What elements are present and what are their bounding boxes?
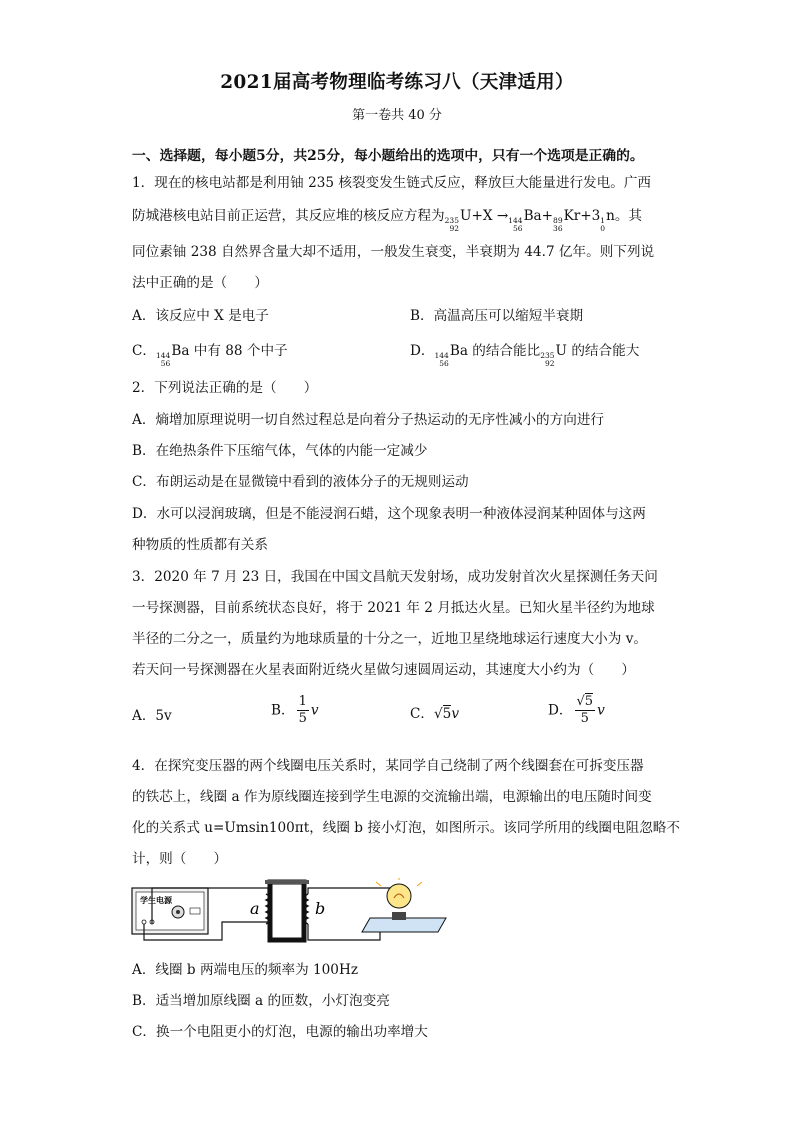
q3-option-b-prefix: B． [271,702,295,719]
q3-option-c-value: √5v [434,706,460,722]
q3-option-b-fraction: $\frac{1}{5}$ [298,694,307,726]
q3-line3: 半径的二分之一，质量约为地球质量的十分之一，近地卫星绕地球运行速度大小为 v。 [132,631,647,647]
page-title: 2021届高考物理临考练习八（天津适用） [220,72,574,93]
q1-line2 [132,206,642,233]
q1-option-d-end: U 的结合能大 [555,343,640,359]
q2-option-a[interactable]: A．熵增加原理说明一切自然过程总是向着分子热运动的无序性减小的方向进行 [132,412,605,428]
circuit-diagram [130,878,452,944]
terminal-icon [142,920,146,924]
q1-option-c-prefix: C． [132,343,156,359]
q1-reaction-equation: 235 92 U+X → 144 56 Ba+ 89 36 Kr+3 1 0 n [444,208,615,233]
transformer-circuit-figure [130,878,452,944]
q4-line3: 化的关系式 u=Umsin100πt，线圈 b 接小灯泡，如图所示。该同学所用的线圈电阻忽略不 [132,820,680,836]
q1-line1: 1．现在的核电站都是利用铀 235 核裂变发生链式反应，释放巨大能量进行发电。广西 [132,175,652,191]
q3-option-a[interactable] [132,706,172,726]
q2-option-c[interactable]: C．布朗运动是在显微镜中看到的液体分子的无规则运动 [132,474,469,490]
q3-line4: 若天问一号探测器在火星表面附近绕火星做匀速圆周运动，其速度大小约为（ ） [132,662,635,678]
q1-line3: 同位素铀 238 自然界含量大却不适用，一般发生衰变，半衰期为 44.7 亿年。则下列说 [132,244,655,260]
light-bulb-icon [387,884,411,908]
q4-option-a[interactable]: A．线圈 b 两端电压的频率为 100Hz [132,962,358,978]
q4-option-b[interactable]: B．适当增加原线圈 a 的匝数，小灯泡变亮 [132,993,390,1009]
q1-line2-text: 防城港核电站目前正运营，其反应堆的核反应方程为 [132,208,445,224]
q1-option-d-mid: Ba 的结合能比 [449,343,541,359]
power-supply-label: 学生电源 [140,896,172,905]
q1-option-b[interactable]: B．高温高压可以缩短半衰期 [410,308,584,324]
q1-option-d[interactable]: D． 144 56 Ba 的结合能比 235 92 U 的结合能大 [410,343,640,368]
lamp-base [362,918,446,932]
page-subtitle: 第一卷共 40 分 [352,108,442,123]
q4-line1: 4．在探究变压器的两个线圈电压关系时，某同学自己绕制了两个线圈套在可拆变压器 [132,758,644,774]
q1-option-c-text: Ba 中有 88 个中子 [171,343,288,359]
iron-core [270,882,304,940]
lamp-socket [392,912,406,920]
q3-option-d[interactable]: D． $\frac{√5}{5}$ v [548,694,605,726]
q4-option-c[interactable]: C．换一个电阻更小的灯泡，电源的输出功率增大 [132,1024,428,1040]
q3-option-d-prefix: D． [548,702,573,719]
q2-option-d-line1[interactable]: D．水可以浸润玻璃，但是不能浸润石蜡，这个现象表明一种液体浸润某种固体与这两 [132,506,646,522]
q1-option-a[interactable]: A．该反应中 X 是电子 [132,308,269,324]
q2-stem: 2．下列说法正确的是（ ） [132,380,318,396]
q3-option-a-text: A．5v [132,708,172,724]
q1-option-d-prefix: D． [410,343,435,359]
q3-option-c-prefix: C． [410,706,434,722]
coil-a-label: a [250,899,260,918]
q4-line4: 计，则（ ） [132,851,228,867]
coil-b-label: b [315,899,326,918]
q3-option-b[interactable]: B． $\frac{1}{5}$ v [271,694,319,726]
q3-line1: 3．2020 年 7 月 23 日，我国在中国文昌航天发射场，成功发射首次火星探测任务天问 [132,569,658,585]
q2-option-d-line2: 种物质的性质都有关系 [132,537,268,553]
q3-line2: 一号探测器，目前系统状态良好，将于 2021 年 2 月抵达火星。已知火星半径约为地球 [132,600,655,616]
q4-line2: 的铁芯上，线圈 a 作为原线圈连接到学生电源的交流输出端，电源输出的电压随时间变 [132,789,652,805]
section-heading: 一、选择题，每小题5分，共25分，每小题给出的选项中，只有一个选项是正确的。 [132,148,644,164]
q3-option-d-fraction: $\frac{√5}{5}$ [576,694,594,726]
q1-line2-end: 。其 [614,208,643,224]
q1-option-c[interactable]: C． 144 56 Ba 中有 88 个中子 [132,343,288,368]
q2-option-b[interactable]: B．在绝热条件下压缩气体，气体的内能一定减少 [132,443,428,459]
q3-option-c[interactable] [410,704,459,724]
q1-line4: 法中正确的是（ ） [132,275,268,291]
